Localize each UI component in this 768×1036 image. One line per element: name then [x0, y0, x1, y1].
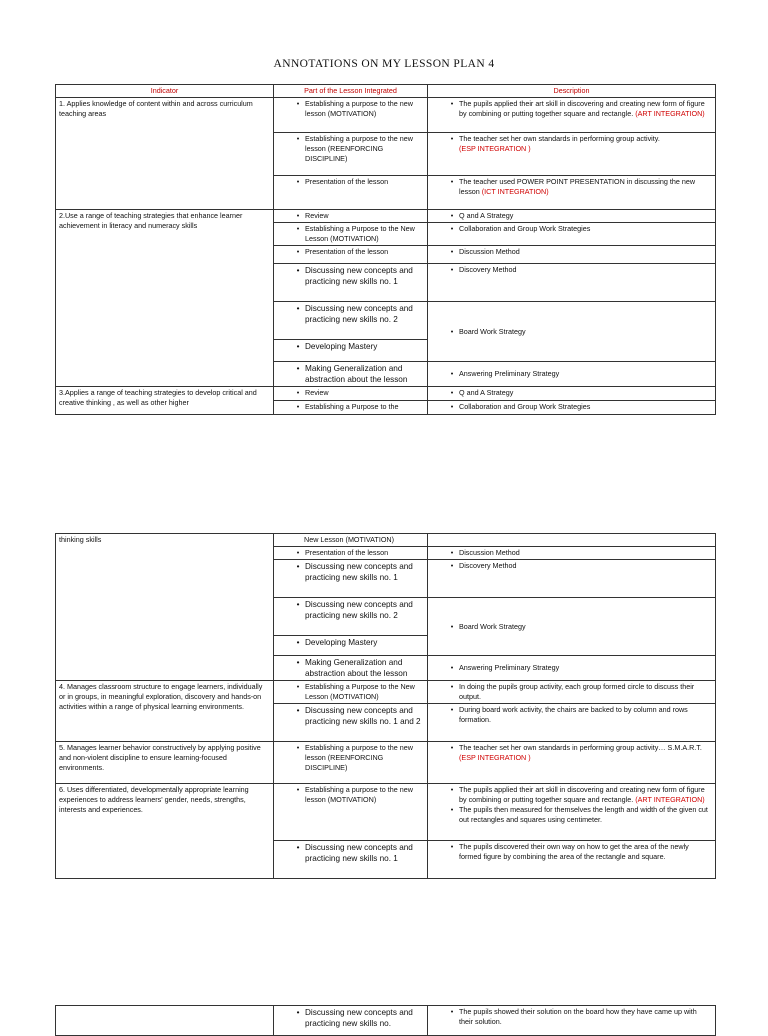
- annotations-table-page2: thinking skills New Lesson (MOTIVATION) • Presentation of the lesson • Discussion Method • Discussing new concepts and practicing new skills no. 1 • Discovery Method • Discussing new concepts and practicing new skills no. 2 • Board Work Strategy • Developing Mastery • Making Generalization and abstraction about the lesson • Answering Preliminary Strategy 4. Manages classroom structure to engage learners, individually or in groups, in meaningful exploration, discovery and hands-on activities within a range of physical learning environments. • Establishing a Purpose to the New Lesson (MOTIVATION) • In doing the pupils group activity, each group formed circle to discuss their output. • Discussing new concepts and practicing new skills no. 1 and 2 • During board work activity, the chairs are backed to by column and rows formation. 5. Manages learner behavior constructively by applying positive and non-violent discipline to ensure learning-focused environments. • Establishing a purpose to the new lesson (REENFORCING DISCIPLINE) • The teacher set her own standards in performing group activity… S.M.A.R.T. (ESP INTEGRATION ) 6. Uses differentiated, developmentally appropriate learning experiences to address learners' gender, needs, strengths, interests and experiences. • Establishing a purpose to the new lesson (MOTIVATION) • The pupils applied their art skill in discovering and creating new form of figure by combining or putting together square and rectangle. (ART INTEGRATION) • The pupils then measured for themselves the length and width of the given cut out rectangles and squares using centimeter. • Discussing new concepts and practicing new skills no. 1 • The pupils discovered their own way on how to get the area of the newly formed figure by combining the area of the rectangle and square.: [55, 533, 716, 879]
- indicator-3-continued: thinking skills: [56, 534, 274, 681]
- table-row: • Establishing a purpose to the new lesson (MOTIVATION): [274, 98, 428, 133]
- indicator-5: 5. Manages learner behavior constructively by applying positive and non-violent discipline to ensure learning-focused environments.: [56, 742, 274, 784]
- page-title: ANNOTATIONS ON MY LESSON PLAN 4: [273, 58, 495, 70]
- indicator-4: 4. Manages classroom structure to engage learners, individually or in groups, in meaningful exploration, discovery and hands-on activities within a range of physical learning environments.: [56, 681, 274, 742]
- header-description: Description: [428, 85, 716, 98]
- table-row: • The pupils applied their art skill in discovering and creating new form of figure by combining or putting together square and rectangle. (ART INTEGRATION): [428, 98, 716, 133]
- indicator-2: 2.Use a range of teaching strategies that enhance learner achievement in literacy and numeracy skills: [56, 210, 274, 387]
- header-part: Part of the Lesson Integrated: [274, 85, 428, 98]
- indicator-3: 3.Applies a range of teaching strategies to develop critical and creative thinking , as well as other higher: [56, 387, 274, 415]
- indicator-1: 1. Applies knowledge of content within and across curriculum teaching areas: [56, 98, 274, 210]
- annotations-table-page3: • Discussing new concepts and practicing new skills no. • The pupils showed their solution on the board how they have came up with their solution.: [55, 1005, 716, 1036]
- indicator-6: 6. Uses differentiated, developmentally appropriate learning experiences to address learners' gender, needs, strengths, interests and experiences.: [56, 784, 274, 879]
- header-indicator: Indicator: [56, 85, 274, 98]
- annotations-table-page1: Indicator Part of the Lesson Integrated Description 1. Applies knowledge of content within and across curriculum teaching areas • Establishing a purpose to the new lesson (MOTIVATION) • The pupils applied their art skill in discovering and creating new form of figure by combining or putting together square and rectangle. (ART INTEGRATION) • Establishing a purpose to the new lesson (REENFORCING DISCIPLINE) • The teacher set her own standards in performing group activity. (ESP INTEGRATION ) • Presentation of the lesson • The teacher used POWER POINT PRESENTATION in discussing the new lesson (ICT INTEGRATION) 2.Use a range of teaching strategies that enhance learner achievement in literacy and numeracy skills • Review • Q and A Strategy • Establishing a Purpose to the New Lesson (MOTIVATION) • Collaboration and Group Work Strategies • Presentation of the lesson • Discussion Method • Discussing new concepts and practicing new skills no. 1 • Discovery Method • Discussing new concepts and practicing new skills no. 2 • Board Work Strategy • Developing Mastery • Making Generalization and abstraction about the lesson • Answering Preliminary Strategy 3.Applies a range of teaching strategies to develop critical and creative thinking , as well as other higher • Review • Q and A Strategy • Establishing a Purpose to the • Collaboration and Group Work Strategies: [55, 84, 716, 415]
